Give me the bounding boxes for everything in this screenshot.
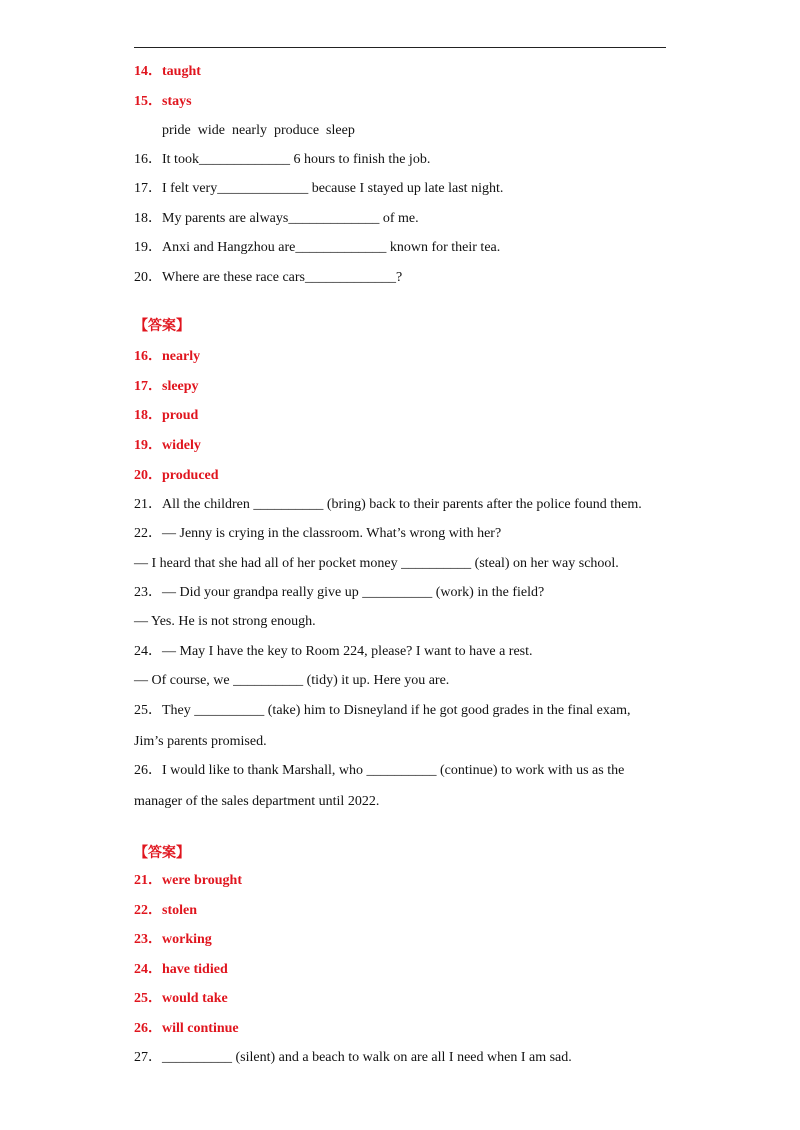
answer-line-19: 19．widely xyxy=(134,438,201,453)
answer-line-14: 14．taught xyxy=(134,64,201,79)
question-16: 16．It took_____________ 6 hours to finish the job. xyxy=(134,152,431,167)
question-25-line-1: 25．They __________ (take) him to Disneyland if he got good grades in the final exam, xyxy=(134,703,631,718)
header-rule xyxy=(134,47,666,48)
answer-heading: 【答案】 xyxy=(134,846,190,861)
word-bank: pride wide nearly produce sleep xyxy=(162,123,355,138)
question-23-response: — Yes. He is not strong enough. xyxy=(134,614,316,629)
question-21: 21．All the children __________ (bring) back to their parents after the police found them. xyxy=(134,497,642,512)
answer-line-20: 20．produced xyxy=(134,468,219,483)
question-26-line-2: manager of the sales department until 2022. xyxy=(134,794,380,809)
question-25-line-2: Jim’s parents promised. xyxy=(134,734,267,749)
answer-line-25: 25．would take xyxy=(134,991,228,1006)
answer-line-22: 22．stolen xyxy=(134,903,197,918)
question-24-response: — Of course, we __________ (tidy) it up. Here you are. xyxy=(134,673,450,688)
answer-line-26: 26．will continue xyxy=(134,1021,239,1036)
question-23-prompt: 23．— Did your grandpa really give up __________ (work) in the field? xyxy=(134,585,545,600)
answer-line-18: 18．proud xyxy=(134,408,199,423)
question-22-response: — I heard that she had all of her pocket money __________ (steal) on her way school. xyxy=(134,556,619,571)
answer-heading: 【答案】 xyxy=(134,319,190,334)
question-24-prompt: 24．— May I have the key to Room 224, please? I want to have a rest. xyxy=(134,644,533,659)
question-26-line-1: 26．I would like to thank Marshall, who __________ (continue) to work with us as the xyxy=(134,763,625,778)
answer-line-24: 24．have tidied xyxy=(134,962,228,977)
answer-line-17: 17．sleepy xyxy=(134,379,199,394)
question-22-prompt: 22．— Jenny is crying in the classroom. What’s wrong with her? xyxy=(134,526,502,541)
question-19: 19．Anxi and Hangzhou are_____________ known for their tea. xyxy=(134,240,501,255)
answer-line-16: 16．nearly xyxy=(134,349,201,364)
question-27: 27．__________ (silent) and a beach to walk on are all I need when I am sad. xyxy=(134,1050,572,1065)
question-17: 17．I felt very_____________ because I stayed up late last night. xyxy=(134,181,504,196)
answer-line-15: 15．stays xyxy=(134,94,192,109)
question-20: 20．Where are these race cars_____________? xyxy=(134,270,403,285)
answer-line-21: 21．were brought xyxy=(134,873,242,888)
question-18: 18．My parents are always_____________ of me. xyxy=(134,211,419,226)
answer-line-23: 23．working xyxy=(134,932,212,947)
